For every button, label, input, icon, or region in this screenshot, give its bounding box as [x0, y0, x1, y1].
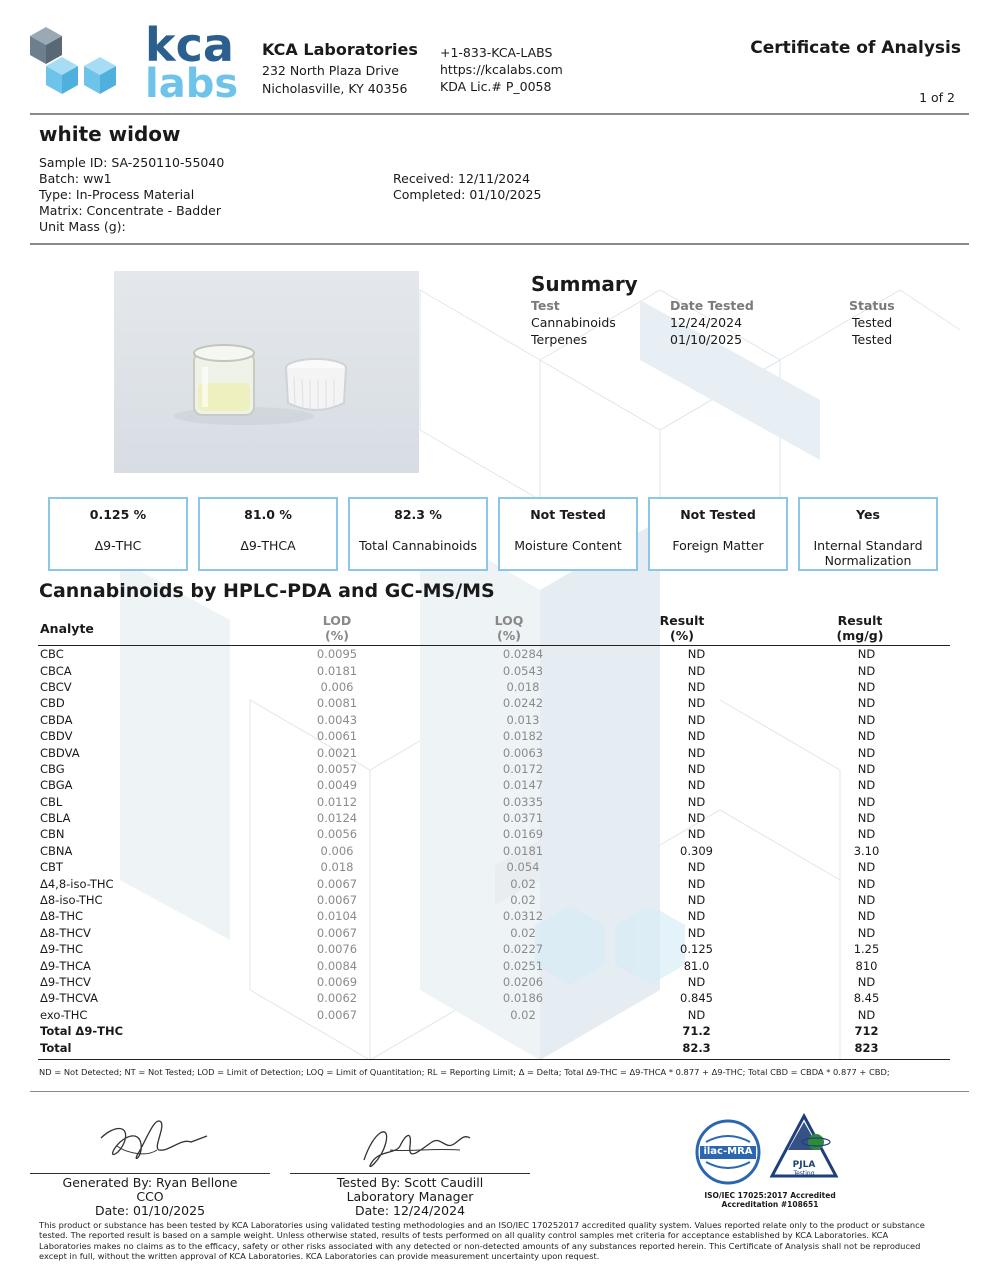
result-percent-cell: 0.845 — [680, 991, 713, 1006]
result-percent-cell: ND — [687, 712, 706, 727]
signature-line — [290, 1173, 530, 1174]
analyte-cell: CBG — [40, 761, 65, 776]
result-mg-cell: ND — [857, 827, 876, 842]
table-row — [38, 679, 950, 695]
ilac-mra-logo-text: ilac-MRA — [703, 1146, 753, 1157]
lod-cell: 0.0056 — [316, 827, 358, 842]
loq-cell: 0.0169 — [502, 827, 544, 842]
disclaimer-line: tested. The reported result is based on a sample weight. Unless otherwise stated, results of tests performed on all quality control samples met criteria for acceptance established by KCA Laboratories. KCA — [39, 1230, 889, 1241]
highlight-value: Not Tested — [680, 507, 756, 522]
summary-row-date: 01/10/2025 — [670, 332, 743, 347]
company-name: KCA Laboratories — [262, 40, 418, 59]
result-percent-cell: ND — [687, 679, 706, 694]
loq-cell: 0.0182 — [502, 729, 544, 744]
analyte-cell: Δ9-THC — [40, 942, 84, 957]
analyte-cell: CBC — [40, 647, 64, 662]
cannabinoids-section-title: Cannabinoids by HPLC-PDA and GC-MS/MS — [39, 580, 495, 602]
summary-row-test: Cannabinoids — [531, 315, 616, 330]
col-header-loq-label: LOQ — [494, 613, 524, 628]
accreditation-number: Accreditation #108651 — [721, 1200, 819, 1209]
analyte-cell: CBCV — [40, 679, 72, 694]
highlight-label: Δ9-THC — [94, 538, 142, 553]
lod-cell: 0.0124 — [316, 811, 358, 826]
result-percent-cell: ND — [687, 729, 706, 744]
analyte-cell: Δ9-THCV — [40, 975, 91, 989]
result-percent-cell: ND — [687, 909, 706, 924]
result-mg-cell: ND — [857, 794, 876, 809]
sample-photo — [114, 271, 419, 473]
disclaimer-line: Laboratories makes no claims as to the efficacy, safety or other risks associated with any detected or non-detected amounts of any substances reported herein. This Certificate of Analysis shall not be reproduced — [39, 1240, 921, 1251]
table-footnote: ND = Not Detected; NT = Not Tested; LOD = Limit of Detection; LOQ = Limit of Quantitation; RL = Reporting Limit; Δ = Delta; Total Δ9-THC = Δ9-THCA * 0.877 + Δ9-THC; Total CBD = CBDA * 0.877 + CBD; — [39, 1067, 890, 1077]
sample-jar-image — [114, 271, 419, 473]
analyte-cell: CBDA — [40, 712, 73, 727]
lod-cell: 0.0062 — [316, 991, 358, 1006]
result-percent-cell: ND — [687, 827, 706, 842]
pjla-logo-text: PJLA — [792, 1160, 816, 1170]
table-total-row — [38, 1023, 950, 1039]
table-row — [38, 761, 950, 777]
signature-name: Generated By: Ryan Bellone — [62, 1175, 238, 1190]
table-row — [38, 957, 950, 973]
lod-cell: 0.0081 — [316, 696, 358, 711]
signature-ryan-bellone-icon — [95, 1108, 215, 1170]
analyte-cell: exo-THC — [40, 1007, 88, 1022]
analyte-cell: CBL — [40, 794, 63, 809]
result-mg-cell: ND — [857, 745, 876, 760]
analyte-cell: CBLA — [40, 811, 71, 826]
disclaimer — [39, 1220, 959, 1261]
lod-cell: 0.0021 — [316, 745, 358, 760]
result-percent-cell: ND — [687, 647, 706, 662]
result-mg-cell: 712 — [854, 1024, 879, 1039]
pjla-logo-subtext: Testing — [793, 1170, 815, 1177]
result-percent-cell: ND — [687, 975, 706, 989]
analyte-cell: Δ4,8-iso-THC — [40, 876, 114, 891]
table-row — [38, 990, 950, 1006]
company-license: KDA Lic.# P_0058 — [440, 79, 552, 94]
highlight-label: Foreign Matter — [672, 538, 764, 553]
loq-cell: 0.02 — [510, 1007, 536, 1022]
result-mg-cell: 823 — [854, 1040, 879, 1055]
result-percent-cell: ND — [687, 1007, 706, 1022]
result-percent-cell: ND — [687, 925, 706, 940]
lod-cell: 0.018 — [320, 860, 354, 875]
table-row — [38, 794, 950, 810]
disclaimer-line: except in full, without the written approval of KCA Laboratories. KCA Laboratories can provide measurement uncertainty upon request. — [39, 1250, 600, 1261]
result-percent-cell: 0.125 — [680, 942, 713, 957]
highlight-box-d9-thc — [48, 497, 188, 571]
result-percent-cell: ND — [687, 696, 706, 711]
result-mg-cell: 3.10 — [853, 843, 880, 858]
analyte-cell: Δ8-THC — [40, 909, 84, 924]
result-percent-cell: ND — [687, 761, 706, 776]
loq-cell: 0.0312 — [502, 909, 544, 924]
kca-cube-logo-icon — [26, 22, 128, 104]
accreditation-text — [690, 1191, 850, 1209]
summary-row-test: Terpenes — [531, 332, 588, 347]
loq-cell: 0.0251 — [502, 958, 544, 973]
accreditation-iso: ISO/IEC 17025:2017 Accredited — [704, 1191, 836, 1200]
loq-cell: 0.0227 — [502, 942, 544, 957]
loq-cell: 0.0543 — [502, 663, 544, 678]
result-percent-cell: ND — [687, 778, 706, 793]
analyte-cell: CBDVA — [40, 745, 80, 760]
page-number: 1 of 2 — [919, 90, 955, 105]
table-row — [38, 925, 950, 941]
lod-cell: 0.0067 — [316, 1007, 358, 1022]
lod-cell — [238, 1039, 436, 1055]
lod-cell: 0.0061 — [316, 729, 358, 744]
col-header-result-label: Result — [659, 613, 705, 628]
result-percent-cell: 0.309 — [680, 843, 713, 858]
highlight-box-moisture-content — [498, 497, 638, 571]
company-phone: +1-833-KCA-LABS — [440, 45, 553, 60]
logo-text-labs: labs — [145, 61, 239, 107]
col-header-result-label: Result — [837, 613, 883, 628]
result-mg-cell: ND — [857, 1007, 876, 1022]
result-mg-cell: ND — [857, 925, 876, 940]
logo-text-kca: kca — [145, 18, 234, 72]
loq-cell: 0.0147 — [502, 778, 544, 793]
highlight-label: Total Cannabinoids — [359, 538, 477, 553]
table-row — [38, 810, 950, 826]
result-percent-cell: 71.2 — [682, 1024, 711, 1039]
lod-cell: 0.0049 — [316, 778, 358, 793]
col-header-lod-unit: (%) — [325, 628, 349, 643]
lod-cell: 0.0057 — [316, 761, 358, 776]
signature-date: Date: 01/10/2025 — [94, 1203, 206, 1218]
loq-cell: 0.02 — [510, 893, 536, 908]
sample-matrix: Matrix: Concentrate - Badder — [39, 203, 222, 218]
lod-cell: 0.0112 — [316, 794, 358, 809]
loq-cell: 0.0172 — [502, 761, 544, 776]
table-row — [38, 777, 950, 793]
table-row — [38, 908, 950, 924]
loq-cell: 0.0242 — [502, 696, 544, 711]
analyte-cell: CBNA — [40, 843, 73, 858]
result-mg-cell: ND — [857, 663, 876, 678]
highlight-value: 81.0 % — [244, 507, 292, 522]
lod-cell: 0.0067 — [316, 876, 358, 891]
result-mg-cell: ND — [857, 860, 876, 875]
highlight-box-internal-standard — [798, 497, 938, 571]
lod-cell: 0.0043 — [316, 712, 358, 727]
table-total-row — [38, 1039, 950, 1055]
signature-line — [30, 1173, 270, 1174]
result-percent-cell: ND — [687, 663, 706, 678]
signature-name: Tested By: Scott Caudill — [336, 1175, 484, 1190]
result-mg-cell: ND — [857, 696, 876, 711]
result-mg-cell: ND — [857, 761, 876, 776]
result-percent-cell: ND — [687, 794, 706, 809]
sample-type: Type: In-Process Material — [39, 187, 195, 202]
result-mg-cell: ND — [857, 778, 876, 793]
table-row — [38, 1007, 950, 1023]
signature-block-generated — [30, 1176, 270, 1218]
table-row — [38, 646, 950, 662]
analyte-cell: CBGA — [40, 778, 73, 793]
lod-cell — [238, 1023, 436, 1039]
highlight-label: Internal Standard Normalization — [813, 538, 923, 568]
result-percent-cell: ND — [687, 811, 706, 826]
table-row — [38, 875, 950, 891]
analyte-cell: Total Δ9-THC — [40, 1024, 124, 1039]
info-divider — [30, 243, 969, 245]
table-row — [38, 744, 950, 760]
table-row — [38, 826, 950, 842]
summary-header-status: Status — [849, 298, 895, 313]
document-title: Certificate of Analysis — [750, 38, 961, 58]
highlight-box-d9-thca — [198, 497, 338, 571]
highlight-value: Yes — [856, 507, 880, 522]
signature-block-tested — [290, 1176, 530, 1218]
lod-cell: 0.0067 — [316, 925, 358, 940]
highlight-box-foreign-matter — [648, 497, 788, 571]
analyte-cell: CBDV — [40, 729, 73, 744]
loq-cell — [436, 1023, 610, 1039]
result-mg-cell: ND — [857, 647, 876, 662]
highlight-box-total-cannabinoids — [348, 497, 488, 571]
highlight-value: 82.3 % — [394, 507, 442, 522]
table-row — [38, 974, 950, 990]
result-percent-cell: ND — [687, 860, 706, 875]
analyte-cell: Δ9-THCA — [40, 958, 91, 973]
sample-batch: Batch: ww1 — [39, 171, 112, 186]
result-mg-cell: 810 — [855, 958, 878, 973]
signature-scott-caudill-icon — [350, 1120, 480, 1178]
col-header-loq — [469, 613, 549, 643]
loq-cell: 0.054 — [506, 860, 540, 875]
analyte-cell: CBCA — [40, 663, 72, 678]
loq-cell: 0.02 — [510, 876, 536, 891]
result-percent-cell: 82.3 — [682, 1040, 711, 1055]
result-percent-cell: ND — [687, 893, 706, 908]
table-row — [38, 843, 950, 859]
result-mg-cell: ND — [857, 909, 876, 924]
sample-unit-mass: Unit Mass (g): — [39, 219, 126, 234]
summary-row-date: 12/24/2024 — [670, 315, 743, 330]
header-divider — [30, 113, 969, 115]
col-header-result-unit: (%) — [670, 628, 694, 643]
analyte-cell: CBD — [40, 696, 65, 711]
table-row — [38, 859, 950, 875]
col-header-analyte: Analyte — [40, 621, 94, 636]
table-row — [38, 941, 950, 957]
loq-cell: 0.0284 — [502, 647, 544, 662]
result-mg-cell: ND — [857, 975, 876, 989]
table-row — [38, 695, 950, 711]
loq-cell: 0.0371 — [502, 811, 544, 826]
result-mg-cell: ND — [857, 712, 876, 727]
analyte-cell: CBN — [40, 827, 65, 842]
result-mg-cell: ND — [857, 811, 876, 826]
company-website-link[interactable]: https://kcalabs.com — [440, 62, 563, 77]
lod-cell: 0.0076 — [316, 942, 358, 957]
company-address-line2: Nicholasville, KY 40356 — [262, 81, 408, 96]
summary-title: Summary — [531, 272, 638, 296]
lod-cell: 0.0069 — [316, 975, 358, 989]
result-mg-cell: 8.45 — [853, 991, 880, 1006]
loq-cell: 0.018 — [506, 679, 540, 694]
result-mg-cell: 1.25 — [853, 942, 880, 957]
loq-cell: 0.0206 — [502, 975, 544, 989]
footnote-divider — [30, 1091, 969, 1092]
lod-cell: 0.0181 — [316, 663, 358, 678]
col-header-lod-label: LOD — [322, 613, 352, 628]
col-header-result-unit: (mg/g) — [836, 628, 884, 643]
summary-row-status: Tested — [852, 332, 893, 347]
loq-cell: 0.0063 — [502, 745, 544, 760]
col-header-result-percent — [632, 613, 732, 643]
table-row — [38, 892, 950, 908]
loq-cell: 0.0181 — [502, 843, 544, 858]
summary-row-status: Tested — [852, 315, 893, 330]
highlight-value: Not Tested — [530, 507, 606, 522]
analyte-cell: CBT — [40, 860, 63, 875]
lod-cell: 0.0095 — [316, 647, 358, 662]
loq-cell: 0.013 — [506, 712, 540, 727]
result-percent-cell: ND — [687, 876, 706, 891]
analyte-cell: Δ8-THCV — [40, 925, 91, 940]
col-header-result-mg — [810, 613, 910, 643]
result-mg-cell: ND — [857, 729, 876, 744]
disclaimer-line: This product or substance has been tested by KCA Laboratories using validated testing methodologies and an ISO/IEC 170252017 accredited quality system. Values reported relate only to the product or substance — [39, 1220, 925, 1230]
lod-cell: 0.0084 — [316, 958, 358, 973]
cannabinoids-table — [38, 646, 950, 1056]
sample-received-date: Received: 12/11/2024 — [393, 171, 531, 186]
result-mg-cell: ND — [857, 893, 876, 908]
signature-role: CCO — [136, 1189, 164, 1204]
summary-header-test: Test — [531, 298, 560, 313]
table-bottom-divider — [38, 1059, 950, 1060]
highlight-label: Δ9-THCA — [240, 538, 296, 553]
loq-cell: 0.0335 — [502, 794, 544, 809]
col-header-loq-unit: (%) — [497, 628, 521, 643]
result-percent-cell: ND — [687, 745, 706, 760]
signature-role: Laboratory Manager — [346, 1189, 474, 1204]
table-row — [38, 662, 950, 678]
loq-cell: 0.0186 — [502, 991, 544, 1006]
summary-header-date: Date Tested — [670, 298, 754, 313]
analyte-cell: Total — [40, 1040, 72, 1055]
lod-cell: 0.006 — [320, 679, 354, 694]
highlight-label: Moisture Content — [514, 538, 622, 553]
company-address-line1: 232 North Plaza Drive — [262, 63, 399, 78]
result-percent-cell: 81.0 — [683, 958, 710, 973]
sample-completed-date: Completed: 01/10/2025 — [393, 187, 542, 202]
table-row — [38, 712, 950, 728]
loq-cell: 0.02 — [510, 925, 536, 940]
result-mg-cell: ND — [857, 679, 876, 694]
result-mg-cell: ND — [857, 876, 876, 891]
highlight-value: 0.125 % — [89, 507, 147, 522]
lod-cell: 0.006 — [320, 843, 354, 858]
sample-id: Sample ID: SA-250110-55040 — [39, 155, 225, 170]
analyte-cell: Δ9-THCVA — [40, 991, 99, 1006]
col-header-lod — [297, 613, 377, 643]
loq-cell — [436, 1039, 610, 1055]
signature-date: Date: 12/24/2024 — [354, 1203, 466, 1218]
sample-name: white widow — [39, 122, 181, 146]
lod-cell: 0.0067 — [316, 893, 358, 908]
table-row — [38, 728, 950, 744]
lod-cell: 0.0104 — [316, 909, 358, 924]
analyte-cell: Δ8-iso-THC — [40, 893, 103, 908]
